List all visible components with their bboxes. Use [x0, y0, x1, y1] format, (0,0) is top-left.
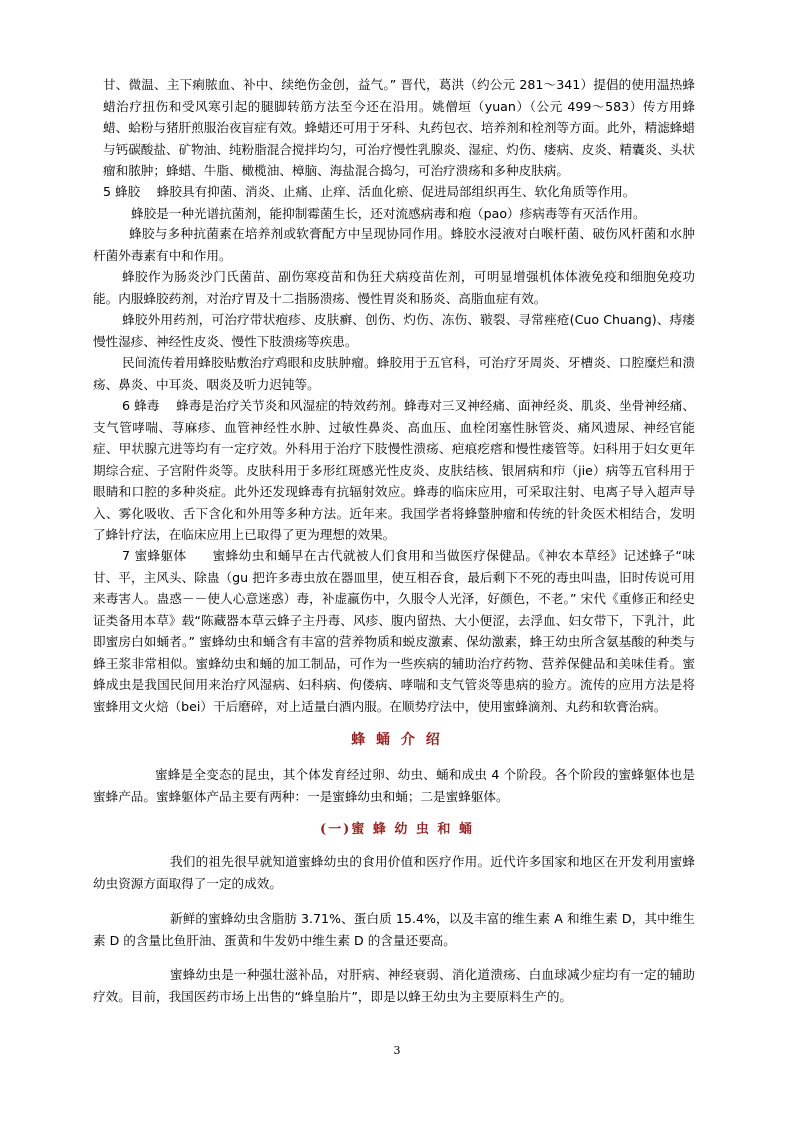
paragraph-tonic: 蜜蜂幼虫是一种强壮滋补品，对肝病、神经衰弱、消化道溃疡、白血球减少症均有一定的辅助疗效。目前，我国医药市场上出售的“蜂皇胎片”，即是以蜂王幼虫为主要原料生产的。: [93, 967, 695, 1004]
paragraph-propolis-intro: 5 蜂胶 蜂胶具有抑菌、消炎、止痛、止痒、活血化瘀、促进局部组织再生、软化角质等作用。: [103, 184, 636, 199]
paragraph-bee-venom: 6 蜂毒 蜂毒是治疗关节炎和风湿症的特效药剂。蜂毒对三叉神经痛、面神经炎、肌炎、坐骨神经痛、支气管哮喘、荨麻疹、血管神经性水肿、过敏性鼻炎、高血压、血栓闭塞性脉管炎、痛风遗尿、神经官能症、甲状腺亢进等均有一定疗效。外科用于治疗下肢慢性溃疡、疤痕疙瘩和慢性瘘管等。妇科用于妇女更年期综合症、子宫附件炎等。皮肤科用于多形红斑感光性皮炎、皮肤结核、银屑病和疖（jie）病等五官科用于眼睛和口腔的多种炎症。此外还发现蜂毒有抗辐射效应。蜂毒的临床应用，可采取注射、电离子导入超声导入、雾化吸收、舌下含化和外用等多种方法。近年来。我国学者将蜂螫肿瘤和传统的针灸医术相结合，发明了蜂针疗法，在临床应用上已取得了更为理想的效果。: [93, 398, 695, 542]
paragraph-propolis-vaccine: 蜂胶作为肠炎沙门氏菌苗、副伤寒疫苗和伪狂犬病疫苗佐剂，可明显增强机体体液免疫和细胞免疫功能。内服蜂胶药剂，对治疗胃及十二指肠溃疡、慢性胃炎和肠炎、高脂血症有效。: [93, 269, 695, 306]
paragraph-propolis-antibacterial: 蜂胶是一种光谱抗菌剂，能抑制霉菌生长，还对流感病毒和疱（pao）疹病毒等有灭活作用。: [131, 206, 646, 221]
paragraph-beeswax-history: 甘、微温、主下痢脓血、补中、续绝伤金创，益气。” 晋代，葛洪（约公元 281～341）提倡的使用温热蜂蜡治疗扭伤和受风寒引起的腿脚转筋方法至今还在沿用。姚僧垣（yuan）（公元 499～583）传方用蜂蜡、蛤粉与猪肝煎服治夜盲症有效。蜂蜡还可用于牙科、丸药包衣、培养剂和栓剂等方面。此外，精滤蜂蜡与钙碳酸盐、矿物油、纯粉脂混合搅拌均匀，可治疗慢性乳腺炎、湿症、灼伤、瘘病、皮炎、精囊炎、头状瘤和脓肿；蜂蜡、牛脂、橄榄油、樟脑、海盐混合捣匀，可治疗溃疡和多种皮肤病。: [103, 77, 695, 178]
paragraph-bee-body: 7 蜜蜂躯体 蜜蜂幼虫和蛹早在古代就被人们食用和当做医疗保健品。《神农本草经》记述蜂子“味甘、平，主风头、除蛊（gu 把许多毒虫放在器皿里，使互相吞食，最后剩下不死的毒虫叫蛊，旧时传说可用来毒害人。蛊惑－－使人心意迷惑）毒，补虚羸伤中，久服令人光泽，好颜色，不老。” 宋代《重修正和经史证类备用本草》载“陈藏器本草云蜂子主丹毒、风疹、腹内留热、大小便涩，去浮血、妇女带下，下乳汁，此即蜜房白如蛹者。” 蜜蜂幼虫和蛹含有丰富的营养物质和蜕皮激素、保幼激素，蜂王幼虫所含氨基酸的种类与蜂王浆非常相似。蜜蜂幼虫和蛹的加工制品，可作为一些疾病的辅助治疗药物、营养保健品和美味佳肴。蜜蜂成虫是我国民间用来治疗风湿病、妇科病、佝偻病、哮喘和支气管炎等患病的验方。流传的应用方法是将蜜蜂用文火焙（bei）干后磨碎，对上适量白酒内服。在顺势疗法中，使用蜜蜂滴剂、丸药和软膏治病。: [93, 548, 695, 714]
paragraph-propolis-synergy: 蜂胶与多种抗菌素在培养剂或软膏配方中呈现协同作用。蜂胶水浸液对白喉杆菌、破伤风杆菌和水肿杆菌外毒素有中和作用。: [93, 226, 695, 263]
paragraph-propolis-folk: 民间流传着用蜂胶贴敷治疗鸡眼和皮肤肿瘤。蜂胶用于五官科，可治疗牙周炎、牙槽炎、口腔糜烂和溃疡、鼻炎、中耳炎、咽炎及听力迟钝等。: [93, 355, 695, 392]
page-number: 3: [393, 1044, 401, 1057]
paragraph-propolis-external: 蜂胶外用药剂，可治疗带状疱疹、皮肤癣、创伤、灼伤、冻伤、皲裂、寻常痤疮(Cuo Chuang)、痔瘘慢性湿疹、神经性皮炎、慢性下肢溃疡等疾患。: [93, 312, 695, 349]
paragraph-ancestors: 我们的祖先很早就知道蜜蜂幼虫的食用价值和医疗作用。近代许多国家和地区在开发利用蜜蜂幼虫资源方面取得了一定的成效。: [93, 854, 695, 891]
paragraph-nutrition: 新鲜的蜜蜂幼虫含脂肪 3.71%、蛋白质 15.4%，以及丰富的维生素 A 和维生素 D，其中维生素 D 的含量比鱼肝油、蛋黄和牛发奶中维生素 D 的含量还要高。: [93, 911, 695, 948]
section-heading: 蜂 蛹 介 绍: [351, 732, 443, 748]
subsection-heading: (一)蜜 蜂 幼 虫 和 蛹: [320, 822, 474, 837]
paragraph-metamorphosis: 蜜蜂是全变态的昆虫，其个体发育经过卵、幼虫、蛹和成虫 4 个阶段。各个阶段的蜜蜂躯体也是蜜蜂产品。蜜蜂躯体产品主要有两种：一是蜜蜂幼虫和蛹；二是蜜蜂躯体。: [93, 767, 695, 804]
